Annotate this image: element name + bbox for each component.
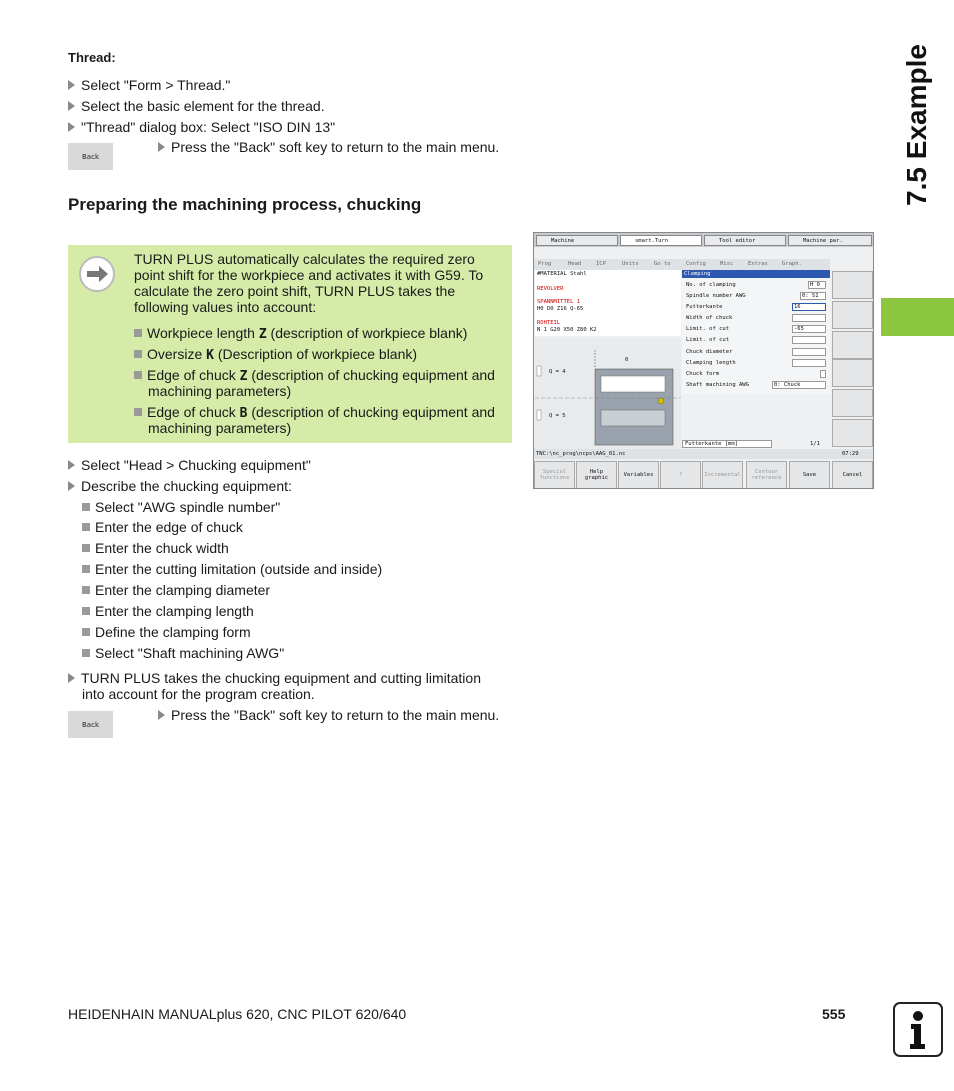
note-line: calculate the zero point shift, TURN PLUS takes the — [134, 283, 456, 299]
file-path: TNC:\nc_prog\ncps\AAG_01.nc — [536, 451, 626, 457]
arrow-icon — [68, 80, 75, 90]
field-label: Shaft machining AWG — [686, 382, 749, 388]
note-item: Edge of chuck Z (description of chucking equipment and — [134, 367, 495, 385]
clamping-dialog — [682, 270, 830, 394]
chucking-step-3: TURN PLUS takes the chucking equipment and cutting limitation — [68, 670, 481, 687]
menu-head[interactable]: Head — [568, 261, 582, 267]
bullet-icon — [82, 503, 90, 511]
tab-tool-editor[interactable]: Tool editor — [704, 235, 786, 246]
field-label: Clamping length — [686, 360, 736, 366]
chucking-substep: Define the clamping form — [82, 624, 251, 641]
thread-step-1: Select "Form > Thread." — [68, 77, 230, 94]
field-label: Width of chuck — [686, 315, 733, 321]
bullet-icon — [82, 628, 90, 636]
draw-label-q4: Q = 4 — [549, 369, 566, 375]
field-value[interactable] — [820, 370, 826, 378]
field-label: Chuck form — [686, 371, 720, 377]
tool-softkey[interactable] — [832, 389, 873, 417]
softkey-question[interactable]: ? — [660, 461, 701, 489]
chapter-title: 7.5 Example — [901, 44, 932, 206]
footer-text: HEIDENHAIN MANUALplus 620, CNC PILOT 620/640 — [68, 1006, 407, 1022]
axis-softkey[interactable] — [832, 419, 873, 447]
field-value[interactable]: 0: S1 — [800, 292, 826, 300]
tab-machine-par[interactable]: Machine par. — [788, 235, 872, 246]
control-screenshot — [533, 232, 874, 489]
vertical-softkey[interactable] — [832, 331, 873, 359]
thread-step-3: "Thread" dialog box: Select "ISO DIN 13" — [68, 119, 335, 136]
menu-icp[interactable]: ICP — [596, 261, 606, 267]
field-value[interactable]: 0: Chuck — [772, 381, 826, 389]
page-number: 555 — [822, 1006, 846, 1022]
chucking-substep: Enter the cutting limitation (outside and inside) — [82, 561, 382, 578]
thread-step-2: Select the basic element for the thread. — [68, 98, 325, 115]
arrow-icon — [68, 101, 75, 111]
field-label: Limit. of cut — [686, 326, 730, 332]
tab-smart-turn[interactable]: smart.Turn — [620, 235, 702, 246]
field-value[interactable] — [792, 336, 826, 344]
note-line: point shift for the workpiece and activates it with G59. To — [134, 267, 484, 283]
note-item-cont: machining parameters) — [148, 420, 292, 436]
dialog-status: Futterkante [mm] — [682, 440, 772, 448]
prog-line: SPANNMITTEL 1 — [537, 299, 581, 305]
chucking-substep: Enter the clamping diameter — [82, 582, 270, 599]
chucking-step-1: Select "Head > Chucking equipment" — [68, 457, 311, 474]
prog-line: N 1 G20 X50 Z80 K2 — [537, 327, 597, 333]
bullet-icon — [134, 371, 142, 379]
chucking-substep: Enter the clamping length — [82, 603, 254, 620]
bullet-icon — [134, 329, 142, 337]
field-value[interactable]: -65 — [792, 325, 826, 333]
softkey-save[interactable]: Save — [789, 461, 830, 489]
info-icon — [893, 1002, 943, 1057]
tab-machine[interactable]: Machine — [536, 235, 618, 246]
chucking-substep: Enter the chuck width — [82, 540, 229, 557]
chucking-step-2: Describe the chucking equipment: — [68, 478, 292, 495]
bullet-icon — [82, 649, 90, 657]
chucking-back-instruction: Press the "Back" soft key to return to the main menu. — [158, 707, 499, 724]
chucking-substep: Select "AWG spindle number" — [82, 499, 280, 516]
draw-label-zero: 0 — [625, 357, 629, 363]
dialog-page: 1/1 — [810, 441, 820, 447]
menu-goto[interactable]: Go to — [654, 261, 671, 267]
thread-back-instruction: Press the "Back" soft key to return to the main menu. — [158, 139, 499, 156]
chapter-tab — [881, 298, 954, 336]
bullet-icon — [82, 523, 90, 531]
arrow-icon — [158, 710, 165, 720]
vertical-softkey[interactable] — [832, 359, 873, 387]
menu-units[interactable]: Units — [622, 261, 639, 267]
softkey-variables[interactable]: Variables — [618, 461, 659, 489]
prog-line: ROHTEIL — [537, 320, 561, 326]
pointing-hand-icon — [79, 256, 115, 292]
bullet-icon — [82, 544, 90, 552]
vertical-softkey[interactable] — [832, 271, 873, 299]
menu-misc[interactable]: Misc — [720, 261, 734, 267]
chucking-substep: Select "Shaft machining AWG" — [82, 645, 284, 662]
section-title: Preparing the machining process, chucking — [68, 195, 422, 214]
menu-config[interactable]: Config — [686, 261, 706, 267]
arrow-icon — [68, 481, 75, 491]
arrow-icon — [68, 460, 75, 470]
back-softkey[interactable]: Back — [68, 711, 113, 738]
field-value[interactable]: H 0 — [808, 281, 826, 289]
note-item: Oversize K (Description of workpiece blank) — [134, 346, 417, 364]
chucking-step-3-cont: into account for the program creation. — [82, 686, 315, 702]
bullet-icon — [134, 350, 142, 358]
prog-line: #MATERIAL Stahl — [537, 271, 587, 277]
chucking-substep: Enter the edge of chuck — [82, 519, 243, 536]
clock: 07:29 — [842, 451, 859, 457]
back-softkey[interactable]: Back — [68, 143, 113, 170]
note-line: following values into account: — [134, 299, 317, 315]
menu-prog[interactable]: Prog — [538, 261, 552, 267]
arrow-icon — [158, 142, 165, 152]
bullet-icon — [82, 607, 90, 615]
field-label: No. of clamping — [686, 282, 736, 288]
softkey-help-graphic[interactable]: Help graphic — [576, 461, 617, 489]
field-value[interactable] — [792, 314, 826, 322]
draw-label-q5: Q = 5 — [549, 413, 566, 419]
field-value[interactable] — [792, 348, 826, 356]
bullet-icon — [82, 586, 90, 594]
menu-extras[interactable]: Extras — [748, 261, 768, 267]
field-value[interactable]: 16 — [792, 303, 826, 311]
softkey-contour-reference[interactable]: Contour reference — [746, 461, 787, 489]
softkey-incremental[interactable]: Incremental — [702, 461, 743, 489]
chuck-drawing — [535, 338, 681, 449]
status-bar — [534, 449, 873, 459]
field-label: Futterkante — [686, 304, 723, 310]
field-label: Chuck diameter — [686, 349, 733, 355]
softkey-special-functions[interactable]: Special functions — [534, 461, 575, 489]
program-view — [535, 270, 681, 336]
prog-line: REVOLVER — [537, 286, 564, 292]
bullet-icon — [134, 408, 142, 416]
softkey-cancel[interactable]: Cancel — [832, 461, 873, 489]
field-label: Spindle number AWG — [686, 293, 746, 299]
arrow-icon — [68, 122, 75, 132]
menu-graph[interactable]: Graph. — [782, 261, 802, 267]
chuck-graphic — [535, 338, 681, 449]
field-value[interactable] — [792, 359, 826, 367]
thread-heading: Thread: — [68, 50, 116, 65]
vertical-softkey[interactable] — [832, 301, 873, 329]
note-item: Workpiece length Z (description of workpiece blank) — [134, 325, 467, 343]
note-item-cont: machining parameters) — [148, 383, 292, 399]
field-label: Limit. of cut — [686, 337, 730, 343]
prog-line: H0 D0 Z16 Q-65 — [537, 306, 584, 312]
note-item: Edge of chuck B (description of chucking equipment and — [134, 404, 495, 422]
bullet-icon — [82, 565, 90, 573]
dialog-title: Clamping — [682, 270, 830, 278]
arrow-icon — [68, 673, 75, 683]
note-line: TURN PLUS automatically calculates the required zero — [134, 251, 475, 267]
